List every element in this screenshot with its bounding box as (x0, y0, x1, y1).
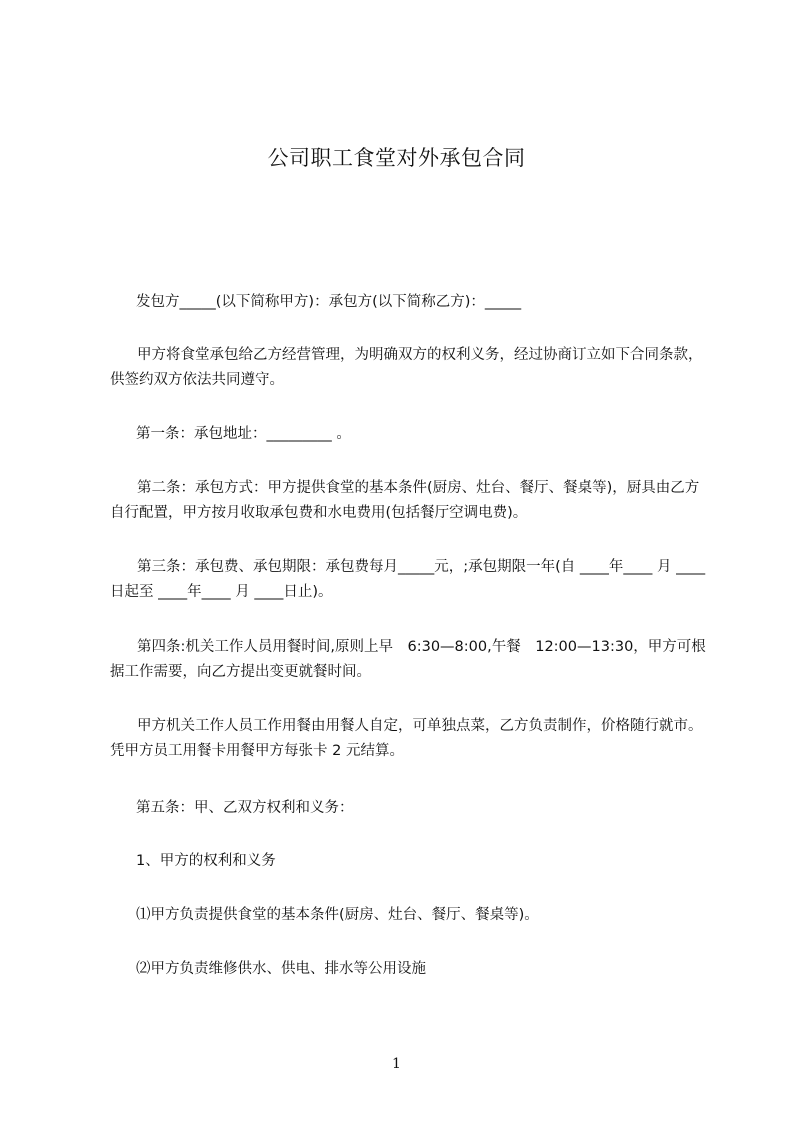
parties-line: 发包方_____(以下简称甲方)：承包方(以下简称乙方)：_____ (136, 294, 522, 310)
list-item: ⑵甲方负责维修供水、供电、排水等公用设施 (136, 961, 426, 977)
meals-paragraph: 甲方机关工作人员工作用餐由用餐人自定，可单独点菜，乙方负责制作，价格随行就市。凭甲方员工用餐卡用餐甲方每张卡 2 元结算。 (110, 718, 703, 759)
article-1: 第一条：承包地址：_________ 。 (136, 426, 351, 442)
section-1-heading: 1、甲方的权利和义务 (136, 853, 276, 869)
article-4: 第四条:机关工作人员用餐时间,原则上早 6:30—8:00,午餐 12:00—13:30，甲方可根据工作需要，向乙方提出变更就餐时间。 (110, 639, 706, 680)
document-title: 公司职工食堂对外承包合同 (267, 146, 526, 170)
list-item: ⑴甲方负责提供食堂的基本条件(厨房、灶台、餐厅、餐桌等)。 (136, 907, 539, 923)
page-number: 1 (392, 1056, 401, 1072)
intro-paragraph: 甲方将食堂承包给乙方经营管理，为明确双方的权利义务，经过协商订立如下合同条款，供签约双方依法共同遵守。 (110, 347, 703, 388)
article-5: 第五条：甲、乙双方权利和义务： (136, 800, 354, 816)
article-2: 第二条：承包方式：甲方提供食堂的基本条件(厨房、灶台、餐厅、餐桌等)，厨具由乙方自行配置，甲方按月收取承包费和水电费用(包括餐厅空调电费)。 (110, 480, 700, 521)
article-3: 第三条：承包费、承包期限：承包费每月_____元，;承包期限一年(自 ____年____ 月 ____日起至 ____年____ 月 ____日止)。 (110, 559, 706, 600)
